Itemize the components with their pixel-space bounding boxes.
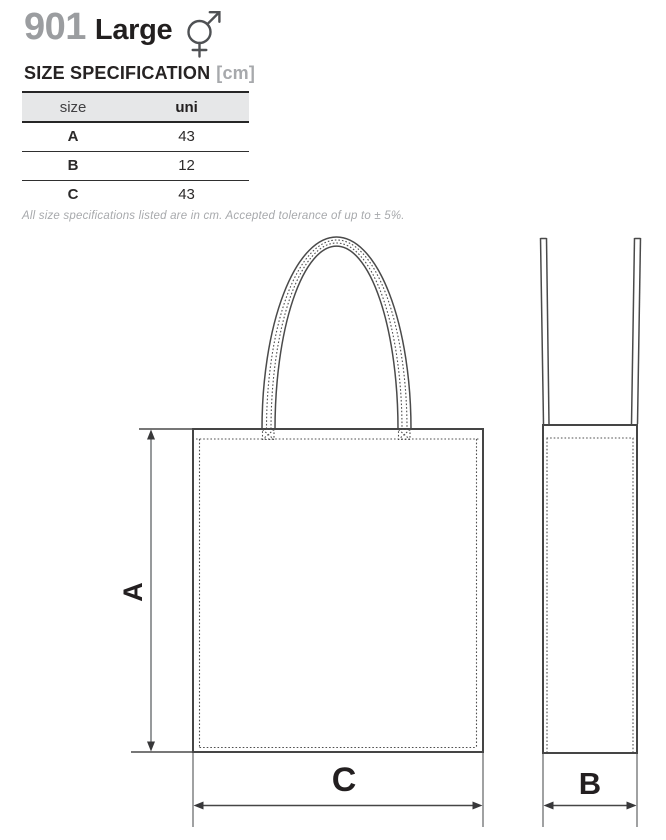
tolerance-note: All size specifications listed are in cm. Accepted tolerance of up to ± 5%.	[22, 210, 405, 222]
product-code: 901	[24, 6, 86, 48]
row-value: 43	[178, 186, 195, 204]
table-header-size: size	[59, 98, 87, 116]
spec-heading-text: SIZE SPECIFICATION	[24, 63, 211, 83]
product-name: Large	[94, 14, 173, 46]
table-header-uni: uni	[175, 98, 198, 116]
front-view	[131, 237, 483, 827]
spec-unit: [cm]	[216, 63, 256, 83]
stitch-box-right	[399, 430, 411, 440]
row-label: A	[67, 128, 79, 146]
row-label: C	[67, 186, 79, 204]
dim-label-depth: B	[578, 766, 602, 801]
row-label: B	[67, 157, 79, 174]
side-view	[541, 238, 641, 827]
stitch-box-left	[263, 430, 275, 440]
row-value: 43	[178, 128, 195, 146]
dim-label-width: C	[331, 761, 357, 799]
row-value: 12	[178, 157, 195, 174]
dim-label-height: A	[118, 582, 148, 602]
